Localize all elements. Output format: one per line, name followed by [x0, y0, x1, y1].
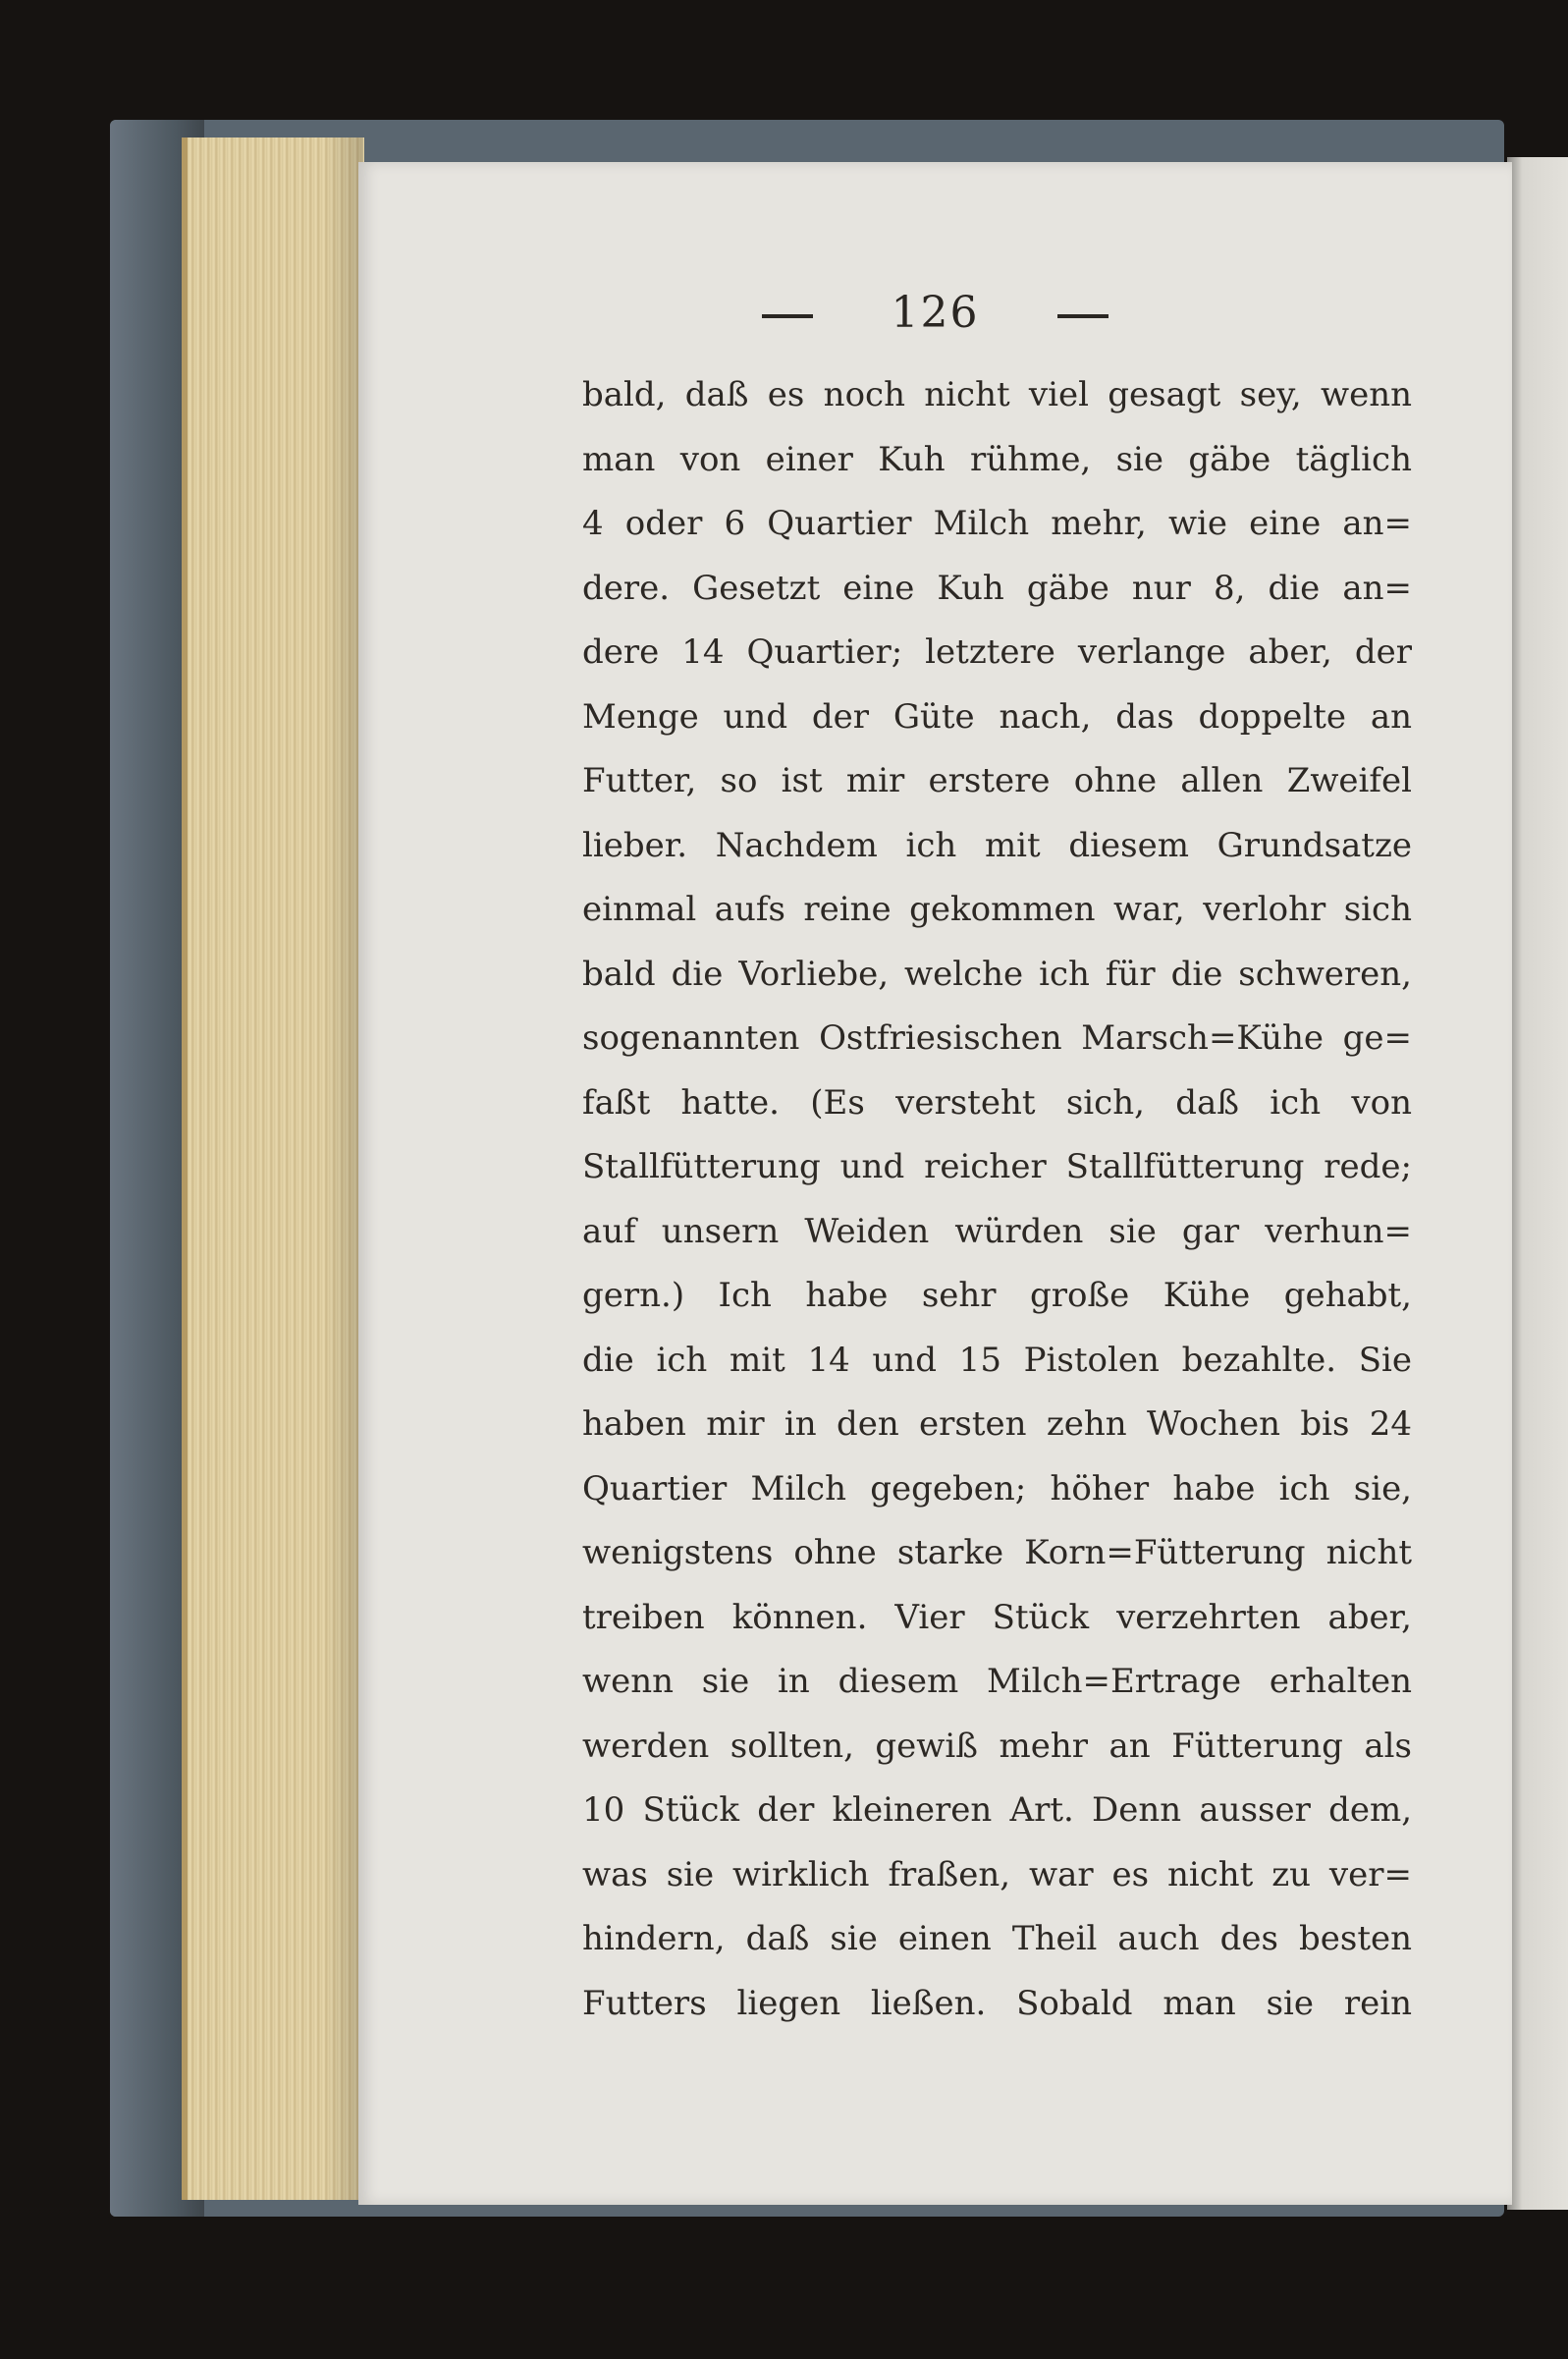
header-dash-left: [762, 314, 813, 318]
text-line: faßt hatte. (Es versteht sich, daß ich von: [582, 1082, 1412, 1123]
text-line: gern.) Ich habe sehr große Kühe gehabt,: [582, 1276, 1412, 1315]
text-line: 10 Stück der kleineren Art. Denn ausser dem,: [582, 1790, 1412, 1830]
text-line: bald, daß es noch nicht viel gesagt sey, wenn: [582, 375, 1412, 414]
text-line: man von einer Kuh rühme, sie gäbe täglich: [582, 439, 1412, 479]
text-line: Stallfütterung und reicher Stallfütterung rede;: [582, 1147, 1412, 1186]
text-line: Quartier Milch gegeben; höher habe ich sie,: [582, 1468, 1412, 1509]
text-line: dere 14 Quartier; letztere verlange aber, der: [582, 632, 1412, 672]
text-line: lieber. Nachdem ich mit diesem Grundsatze: [582, 825, 1412, 865]
facing-page: [1507, 157, 1568, 2210]
text-line: was sie wirklich fraßen, war es nicht zu ver=: [582, 1854, 1412, 1894]
text-line: wenn sie in diesem Milch=Ertrage erhalten: [582, 1662, 1412, 1701]
text-line: Futter, so ist mir erstere ohne allen Zweifel: [582, 761, 1412, 800]
text-line: auf unsern Weiden würden sie gar verhun=: [582, 1211, 1412, 1251]
text-line: Futters liegen ließen. Sobald man sie rein: [582, 1983, 1412, 2023]
page-gutter-shadow: [324, 137, 363, 2200]
text-line: Menge und der Güte nach, das doppelte an: [582, 696, 1412, 737]
text-line: die ich mit 14 und 15 Pistolen bezahlte. Sie: [582, 1340, 1412, 1380]
text-line: hindern, daß sie einen Theil auch des besten: [582, 1919, 1412, 1958]
page-number: 126: [891, 288, 980, 338]
text-line: wenigstens ohne starke Korn=Fütterung nicht: [582, 1533, 1412, 1572]
text-line: 4 oder 6 Quartier Milch mehr, wie eine an=: [582, 504, 1412, 543]
book-page: [358, 162, 1512, 2205]
text-line: dere. Gesetzt eine Kuh gäbe nur 8, die an=: [582, 568, 1412, 608]
text-line: sogenannten Ostfriesischen Marsch=Kühe ge=: [582, 1018, 1412, 1058]
text-line: treiben können. Vier Stück verzehrten aber,: [582, 1597, 1412, 1637]
page-body-text: [582, 363, 1412, 2036]
page-header: [358, 288, 1512, 338]
text-line: haben mir in den ersten zehn Wochen bis 24: [582, 1404, 1412, 1444]
text-line: bald die Vorliebe, welche ich für die schweren,: [582, 954, 1412, 994]
header-dash-right: [1057, 314, 1108, 318]
text-line: werden sollten, gewiß mehr an Fütterung als: [582, 1726, 1412, 1766]
text-line: einmal aufs reine gekommen war, verlohr sich: [582, 890, 1412, 929]
